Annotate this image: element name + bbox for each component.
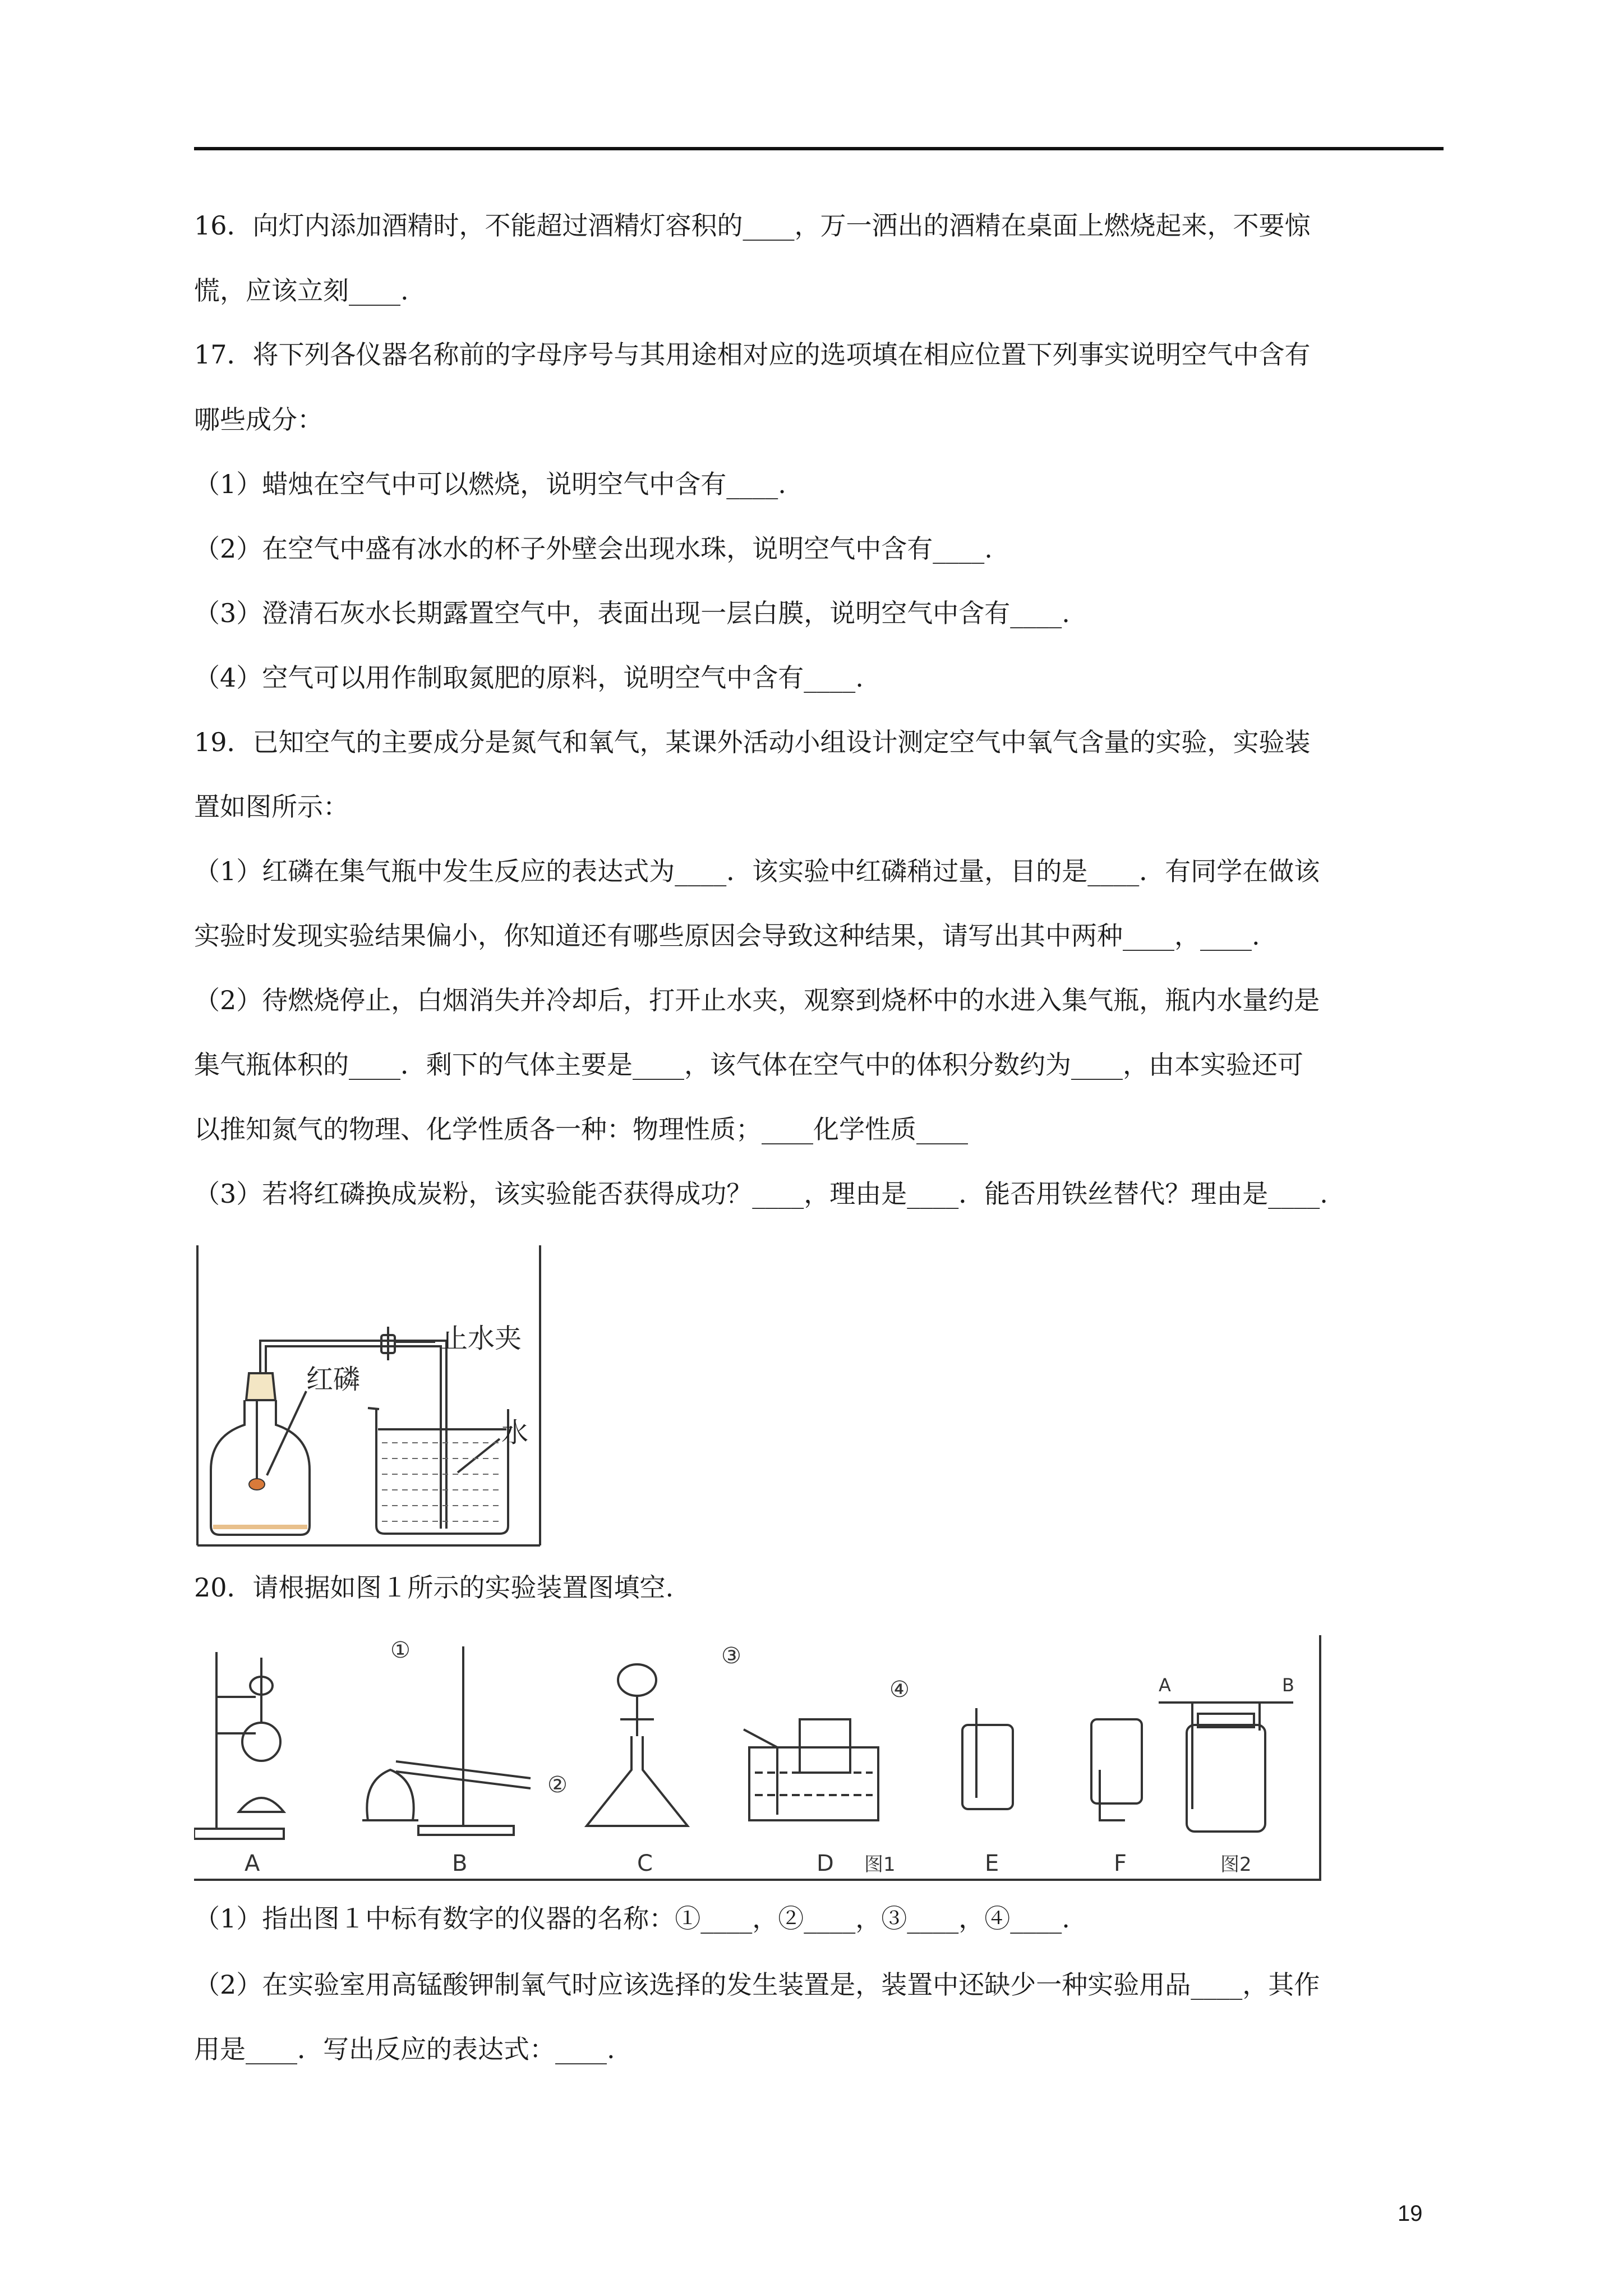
- q19-sub2-line2: 集气瓶体积的____．剩下的气体主要是____，该气体在空气中的体积分数约为____，由本实验还可: [194, 1050, 1303, 1080]
- q17-sub4: （4）空气可以用作制取氮肥的原料，说明空气中含有____.: [194, 662, 864, 693]
- phosphorus-label: 红磷: [306, 1364, 361, 1395]
- label-tube-b: B: [1282, 1674, 1294, 1696]
- q17-line1: 17．将下列各仪器名称前的字母序号与其用途相对应的选项填在相应位置下列事实说明空气中含有: [194, 339, 1311, 370]
- label-d: D: [817, 1851, 834, 1876]
- q19-sub2-line1: （2）待燃烧停止，白烟消失并冷却后，打开止水夹，观察到烧杯中的水进入集气瓶，瓶内水量约是: [194, 985, 1320, 1015]
- header-rule: [194, 147, 1444, 150]
- label-c: C: [637, 1851, 653, 1876]
- q19-sub3: （3）若将红磷换成炭粉，该实验能否获得成功？____，理由是____．能否用铁丝替代？理由是____.: [194, 1179, 1328, 1209]
- label-tube-a: A: [1159, 1674, 1171, 1696]
- label-fig2: 图2: [1220, 1853, 1252, 1876]
- label-a: A: [245, 1851, 260, 1876]
- q20-sub1: （1）指出图１中标有数字的仪器的名称：①____，②____，③____，④____.: [194, 1903, 1070, 1934]
- q16-line1: 16．向灯内添加酒精时，不能超过酒精灯容积的____，万一洒出的酒精在桌面上燃烧起来，不要惊: [194, 210, 1311, 241]
- water-label: 水: [501, 1417, 529, 1448]
- label-b: B: [452, 1851, 468, 1876]
- q20-sub2-line2: 用是____．写出反应的表达式：____.: [194, 2034, 615, 2064]
- clamp-label: 止水夹: [441, 1323, 522, 1354]
- q20-line1: 20．请根据如图１所示的实验装置图填空.: [194, 1572, 674, 1603]
- apparatus-figure: [194, 1635, 1321, 1882]
- q19-sub1-line2: 实验时发现实验结果偏小，你知道还有哪些原因会导致这种结果，请写出其中两种____，____.: [194, 921, 1260, 951]
- label-e: E: [985, 1851, 999, 1876]
- label-n3: ③: [721, 1643, 741, 1669]
- page-number: 19: [1398, 2201, 1423, 2226]
- q19-sub2-line3: 以推知氮气的物理、化学性质各一种：物理性质；____化学性质____: [194, 1114, 968, 1144]
- q17-line2: 哪些成分：: [194, 404, 323, 435]
- label-n1: ①: [390, 1637, 411, 1663]
- q19-line1: 19．已知空气的主要成分是氮气和氧气，某课外活动小组设计测定空气中氧气含量的实验，实验装: [194, 727, 1311, 757]
- label-n4: ④: [889, 1677, 910, 1703]
- label-fig1: 图1: [864, 1853, 896, 1876]
- q17-sub3: （3）澄清石灰水长期露置空气中，表面出现一层白膜，说明空气中含有____.: [194, 598, 1070, 628]
- q20-sub2-line1: （2）在实验室用高锰酸钾制氧气时应该选择的发生装置是，装置中还缺少一种实验用品____，其作: [194, 1970, 1320, 2000]
- label-n2: ②: [547, 1772, 568, 1798]
- q19-sub1-line1: （1）红磷在集气瓶中发生反应的表达式为____．该实验中红磷稍过量，目的是____．有同学在做该: [194, 856, 1320, 886]
- q17-sub1: （1）蜡烛在空气中可以燃烧，说明空气中含有____.: [194, 469, 786, 499]
- oxygen-experiment-figure: [194, 1245, 542, 1548]
- q17-sub2: （2）在空气中盛有冰水的杯子外壁会出现水珠，说明空气中含有____.: [194, 533, 993, 564]
- q16-line2: 慌，应该立刻____.: [194, 275, 409, 306]
- q19-line2: 置如图所示：: [194, 792, 349, 822]
- label-f: F: [1114, 1851, 1127, 1876]
